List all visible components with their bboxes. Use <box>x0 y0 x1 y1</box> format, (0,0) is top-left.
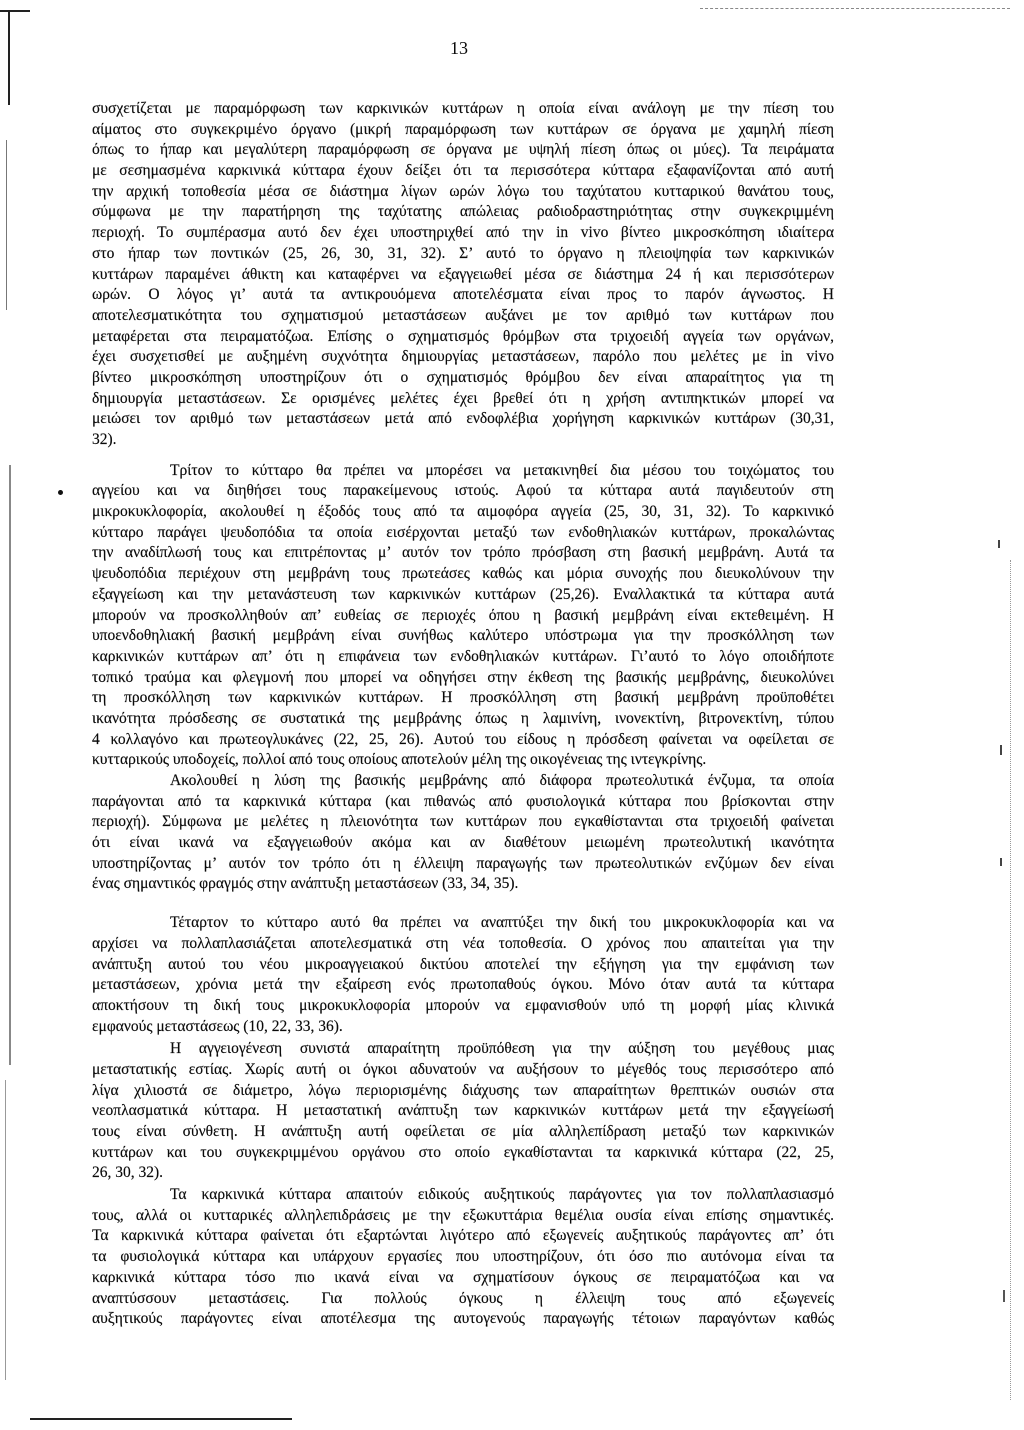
text-line: έχει συσχετισθεί με αυξημένη συχνότητα δημιουργίας μεταστάσεων, παρόλο που μελέτες με in vivo <box>92 348 834 366</box>
text-line: τοπικό τραύμα και φλεγμονή που μπορεί να οδηγήσει στην έκθεση της βασικής μεμβράνης, διευκολύνει <box>92 668 834 686</box>
text-line: υποστηρίζοντας μ’ αυτόν τον τρόπο ότι η έλλειψη παραγωγής των πρωτεολυτικών ενζύμων δεν είναι <box>92 854 834 872</box>
text-line: νεοπλασματικά κύτταρα. Η μεταστατική ανάπτυξη των καρκινικών κυττάρων μετά την εξαγγείωσή <box>92 1102 834 1120</box>
text-line: μεταστάσεων, χρόνια μετά την εξαίρεση ενός πρωτοπαθούς όγκου. Μόνο όταν αυτά τα κύτταρα <box>92 976 834 994</box>
text-line: Η αγγειογένεση συνιστά απαραίτητη προϋπόθεση για την αύξηση του μεγέθους μιας <box>170 1040 834 1058</box>
text-line: με σεσημασμένα καρκινικά κύτταρα έχουν δείξει ότι τα περισσότερα κύτταρα εξαφανίζονται από αυτή <box>92 162 834 180</box>
paragraph <box>92 771 834 895</box>
text-line: μειώσει τον αριθμό των μεταστάσεων μετά από ενδοφλέβια χορήγηση καρκινικών κυττάρων (30,31, <box>92 410 834 428</box>
text-line: αυξητικούς παράγοντες είναι αποτέλεσμα της αυτογενούς παραγωγής τέτοιων παραγόντων καθώς <box>92 1310 834 1328</box>
text-line: τη προσκόλληση των καρκινικών κυττάρων. Η προσκόλληση στη βασική μεμβράνη προϋποθέτει <box>92 689 834 707</box>
text-line: Τέταρτον το κύτταρο αυτό θα πρέπει να αναπτύξει την δική του μικροκυκλοφορία και να <box>170 914 834 932</box>
text-line: τους είναι σύνθετη. Η ανάπτυξη αυτή οφείλεται σε μία αλληλεπίδραση μεταξύ των καρκινικών <box>92 1123 834 1140</box>
text-line: μπορούν να προσκολληθούν απ’ ευθείας σε περιοχές όπου η βασική μεμβράνη είναι εκτεθειμένη. Η <box>92 606 834 624</box>
scan-speck <box>1003 1290 1005 1302</box>
text-line: στο ήπαρ των ποντικών (25, 26, 30, 31, 32). Σ’ αυτό το όργανο η πλειοψηφία των καρκινικών <box>92 244 834 262</box>
scan-speck <box>998 540 1000 548</box>
text-line: Τρίτον το κύτταρο θα πρέπει να μπορέσει να μετακινηθεί δια μέσου του τοιχώματος του <box>170 461 834 479</box>
scan-edge-mark <box>1010 560 1011 1400</box>
text-line: αρχίσει να πολλαπλασιάζεται αποτελεσματικά στη νέα τοποθεσία. Ο χρόνος που απαιτείται για την <box>92 934 834 952</box>
text-line: κυττάρων παραμένει άθικτη και καταφέρνει να εξαγγειωθεί μέσα σε διάστημα 24 ή και περισσότερων <box>92 265 834 283</box>
scan-edge-mark <box>700 8 1010 9</box>
text-line: ωρών. Ο λόγος γι’ αυτά τα αντικρουόμενα αποτελέσματα είναι προς το παρόν άγνωστος. Η <box>92 286 834 304</box>
text-line: τους, αλλά οι κυτταρικές αλληλεπιδράσεις με την εξωκυττάρια θεμέλια ουσία είναι επίσης σημαντικές. <box>92 1206 834 1224</box>
text-line: κύτταρο παράγει ψευδοπόδια τα οποία εισέρχονται μεταξύ των ενδοθηλιακών κυττάρων, προκαλώντας <box>92 523 834 541</box>
paragraph <box>92 461 834 771</box>
text-line: αίματος στο συγκεκριμένο όργανο (μικρή παραμόρφωση των κυττάρων σε όργανα με χαμηλή πίεση <box>92 120 834 138</box>
scan-edge-mark <box>5 1080 6 1380</box>
text-line: την αναδίπλωσή τους και επιτρέποντας μ’ αυτόν τον τρόπο πρόσβαση στη βασική μεμβράνη. Αυτά τα <box>92 544 834 562</box>
text-line: περιοχή). Σύμφωνα με μελέτες η πλειονότητα των κυττάρων που εγκαθίστανται στα τριχοειδή φαίνεται <box>92 813 834 831</box>
text-line: αγγείου και να διηθήσει τους παρακείμενους ιστούς. Αφού τα κύτταρα αυτά παγιδευτούν στη <box>92 482 834 500</box>
text-line: κυτταρικούς υποδοχείς, πολλοί από τους οποίους αποτελούν μέλη της οικογένειας της ιντεγκρίνης. <box>92 751 707 769</box>
body-text <box>92 99 834 1330</box>
text-line: περιοχή. Το συμπέρασμα αυτό δεν έχει υποστηριχθεί από την in vivo βίντεο μικροσκόπηση ιδιαίτερα <box>92 224 834 242</box>
text-line: σύμφωνα με την παρατήρηση της ταχύτατης απώλειας ραδιοδραστηριότητας στην συγκεκριμμένη <box>92 203 834 221</box>
stray-bullet-mark <box>58 490 63 495</box>
text-line: ανάπτυξη αυτού του νέου μικροαγγειακού δικτύου αποτελεί την εξήγηση για την εμφάνιση των <box>92 955 834 973</box>
text-line: ότι είναι ικανά να εξαγγειωθούν ακόμα και αν διαθέτουν μειωμένη πρωτεολυτική ικανότητα <box>92 834 834 852</box>
scan-edge-mark <box>0 10 30 12</box>
text-line: παράγονται από τα καρκινικά κύτταρα (και πιθανώς από φυσιολογικά κύτταρα που βρίσκονται στην <box>92 792 834 810</box>
scan-speck <box>1000 858 1002 866</box>
text-line: την αρχική τοποθεσία μέσα σε διάστημα λίγων ωρών λόγω του ταχύτατου κυτταρικού θανάτου τους, <box>92 182 834 200</box>
text-line: καρκινικά κύτταρα τόσο πιο ικανά είναι να σχηματίσουν όγκους σε πειραματόζωα και να <box>92 1268 834 1286</box>
scan-edge-mark <box>8 10 10 105</box>
paragraph <box>92 99 834 451</box>
paragraph <box>92 1185 834 1330</box>
text-line: ικανότητα πρόσδεσης σε συστατικά της μεμβράνης όπως η λαμινίνη, ινονεκτίνη, βιτρονεκτίνη, τύπου <box>92 709 834 727</box>
text-line: βίντεο μικροσκόπηση υποστηρίζουν ότι ο σχηματισμός θρόμβου δεν είναι απαραίτητος για τη <box>92 368 834 386</box>
text-line: 4 κολλαγόνο και πρωτεογλυκάνες (22, 25, 26). Αυτού του είδους η πρόσδεση φαίνεται να οφείλεται σε <box>92 730 834 748</box>
text-line: αποκτήσουν τη δική τους μικροκυκλοφορία μπορούν να εμφανισθούν υπό τη μορφή μίας κλινικά <box>92 996 834 1014</box>
text-line: 32). <box>92 431 117 448</box>
text-line: εξαγγείωση και την μετανάστευση των καρκινικών κυττάρων (25,26). Εναλλακτικά τα κύτταρα αυτά <box>92 585 834 603</box>
page-number: 13 <box>450 38 468 58</box>
scan-edge-mark <box>9 465 11 1065</box>
text-line: κυττάρων και του συγκεκριμμένου οργάνου στο οποίο εγκαθίστανται τα καρκινικά κύτταρα (22, 25, <box>92 1143 834 1161</box>
scan-edge-mark <box>6 140 7 310</box>
text-line: μικροκυκλοφορία, ακολουθεί η έξοδός τους από τα αιμοφόρα αγγεία (25, 30, 31, 32). Το καρκινικό <box>92 503 834 521</box>
text-line: τα φυσιολογικά κύτταρα και υπάρχουν εργασίες που υποστηρίζουν, ότι όσο πιο αυτόνομα είναι τα <box>92 1248 834 1266</box>
text-line: αποτελεσματικότητα του σχηματισμού μεταστάσεων αυξάνει με τον αριθμό των κυττάρων που <box>92 306 834 324</box>
text-line: εμφανούς μεταστάσεως (10, 22, 33, 36). <box>92 1017 343 1035</box>
text-line: 26, 30, 32). <box>92 1164 164 1182</box>
text-line: όπως το ήπαρ και μεγαλύτερη παραμόρφωση σε όργανα με υψηλή πίεση όπως οι μύες). Τα πειράματα <box>92 141 834 159</box>
text-line: υποενδοθηλιακή βασική μεμβράνη είναι συνήθως καλύτερο υπόστρωμα για την προσκόλληση των <box>92 627 834 645</box>
text-line: Τα καρκινικά κύτταρα φαίνεται ότι εξαρτώνται λιγότερο από εξωγενείς αυξητικούς παράγοντες απ’ ότι <box>92 1227 834 1245</box>
text-line: αναπτύσσουν μεταστάσεις. Για πολλούς όγκους η έλλειψη τους από εξωγενείς <box>92 1289 834 1307</box>
text-line: συσχετίζεται με παραμόρφωση των καρκινικών κυττάρων η οποία είναι ανάλογη με την πίεση του <box>92 100 834 117</box>
text-line: καρκινικών κυττάρων απ’ ότι η επιφάνεια των ενδοθηλιακών κυττάρων. Γι’αυτό το λόγο οποιδήποτε <box>92 647 834 665</box>
scan-edge-mark <box>30 1418 292 1420</box>
text-line: μεταφέρεται στα πειραματόζωα. Επίσης ο σχηματισμός θρόμβων στα τριχοειδή αγγεία των οργάνων, <box>92 327 834 345</box>
text-line: ένας σημαντικός φραγμός στην ανάπτυξη μεταστάσεων (33, 34, 35). <box>92 875 519 893</box>
text-line: λίγα χιλιοστά σε διάμετρο, λόγω περιορισμένης διάχυσης των απαραίτητων θρεπτικών ουσιών στα <box>92 1081 834 1099</box>
text-line: Ακολουθεί η λύση της βασικής μεμβράνης από διάφορα πρωτεολυτικά ένζυμα, τα οποία <box>170 772 834 789</box>
text-line: μεταστατικής εστίας. Χωρίς αυτή οι όγκοι αδυνατούν να αυξήσουν το μέγεθός τους περισσότερο από <box>92 1060 834 1078</box>
paragraph <box>92 913 834 1037</box>
scan-speck <box>1000 745 1002 755</box>
text-line: Τα καρκινικά κύτταρα απαιτούν ειδικούς αυξητικούς παράγοντες για τον πολλαπλασιασμό <box>170 1186 834 1204</box>
text-line: ψευδοπόδια περιέχουν στη μεμβράνη τους πρωτεάσες καθώς και μόρια συνοχής που διευκολύνουν την <box>92 565 834 583</box>
paragraph <box>92 1039 834 1184</box>
text-line: δημιουργία μεταστάσεων. Σε ορισμένες μελέτες έχει βρεθεί ότι η χρήση αντιπηκτικών μπορεί να <box>92 389 834 407</box>
